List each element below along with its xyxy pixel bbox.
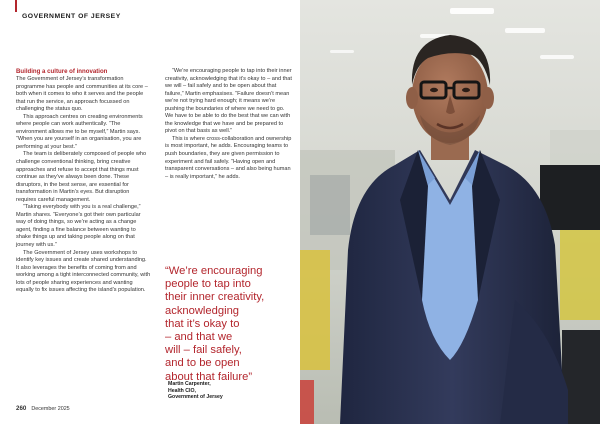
ear <box>482 87 494 109</box>
paragraph: The Government of Jersey’s transformation programme has people and communities at its core – both when it comes to who it serves and the people that run the service, an approach focussed on challenging the status quo. <box>16 76 148 113</box>
paragraph: “We’re encouraging people to tap into their inner creativity, acknowledging that it’s okay to – and that we will – fail safely and to be open about that failure,” Martin emphasises. “Failure doesn’t mean we’re not trying hard enough; it means we’re pushing the boundaries of where we need to go. We have to be able to do the best that we can with the knowledge that we have and be prepared to pivot on that basis as well.” <box>165 68 292 135</box>
paragraph: The team is deliberately composed of people who challenge conventional thinking, bring creative approaches and refuse to accept that things must continue as they’ve always been done. These disruptors, in the best sense, are essential for transformation in Martin’s eyes. But disruption requires careful management. <box>16 151 147 203</box>
eye <box>430 88 438 92</box>
page-footer <box>16 405 70 412</box>
paragraph: This is where cross-collaboration and ownership is most important, he adds. Encouraging teams to push boundaries, they are given permission to experiment and fail safely. “Having open and transparent conversations – and also being human – is really important,” he adds. <box>165 135 292 180</box>
article-column-1 <box>16 68 151 295</box>
portrait-illustration <box>300 0 600 424</box>
page-number: 260 <box>16 405 27 412</box>
pull-quote-line: will – fail safely, <box>165 344 242 357</box>
pull-quote <box>165 265 290 384</box>
pull-quote-line: that it’s okay to <box>165 317 240 330</box>
attribution-org: Government of Jersey <box>168 394 223 401</box>
pull-quote-line: people to tap into <box>165 278 251 291</box>
attribution-name: Martin Carpenter, <box>168 381 211 387</box>
pull-quote-line: about that failure” <box>165 370 253 383</box>
ceiling-light <box>330 50 354 53</box>
pull-quote-line: acknowledging <box>165 304 240 317</box>
attribution-role: Health CIO, <box>168 387 196 394</box>
paragraph: “Taking everybody with you is a real challenge,” Martin shares. “Everyone’s got their own particular way of doing things, so we’re acting as a change agent, finding a fine balance between wanting to shake things up and taking people along on that journey with us.” <box>16 204 141 249</box>
portrait-photo <box>300 0 600 424</box>
section-header: GOVERNMENT OF JERSEY <box>22 13 121 20</box>
ceiling-light <box>450 8 494 14</box>
pull-quote-line: – and that we <box>165 331 233 344</box>
quote-attribution <box>168 381 223 401</box>
pull-quote-line: “We’re encouraging <box>165 265 263 277</box>
office-window <box>310 175 350 235</box>
eye <box>462 88 470 92</box>
pull-quote-line: their inner creativity, <box>165 291 265 304</box>
article-column-2 <box>165 68 292 181</box>
yellow-panel <box>300 250 330 370</box>
paragraph: The Government of Jersey uses workshops to identify key issues and create shared understanding. It also leverages the benefits of coming from and working among a tight interconnected community, with lots of people sharing experiences and wanting equally to fix issues affecting the island’s population. <box>16 249 151 294</box>
header-accent-rule <box>15 0 17 12</box>
pull-quote-line: and to be open <box>165 357 240 370</box>
article-subhead: Building a culture of innovation <box>16 68 108 75</box>
ear <box>406 87 418 109</box>
ceiling-light <box>540 55 574 59</box>
red-object <box>300 380 314 424</box>
issue-date: December 2025 <box>31 406 70 412</box>
paragraph: This approach centres on creating environments where people can work authentically. “The environment allows me to be myself,” Martin says. “When you are yourself in an organisation, you are performing at your best.” <box>16 113 143 150</box>
ceiling-light <box>505 28 545 33</box>
